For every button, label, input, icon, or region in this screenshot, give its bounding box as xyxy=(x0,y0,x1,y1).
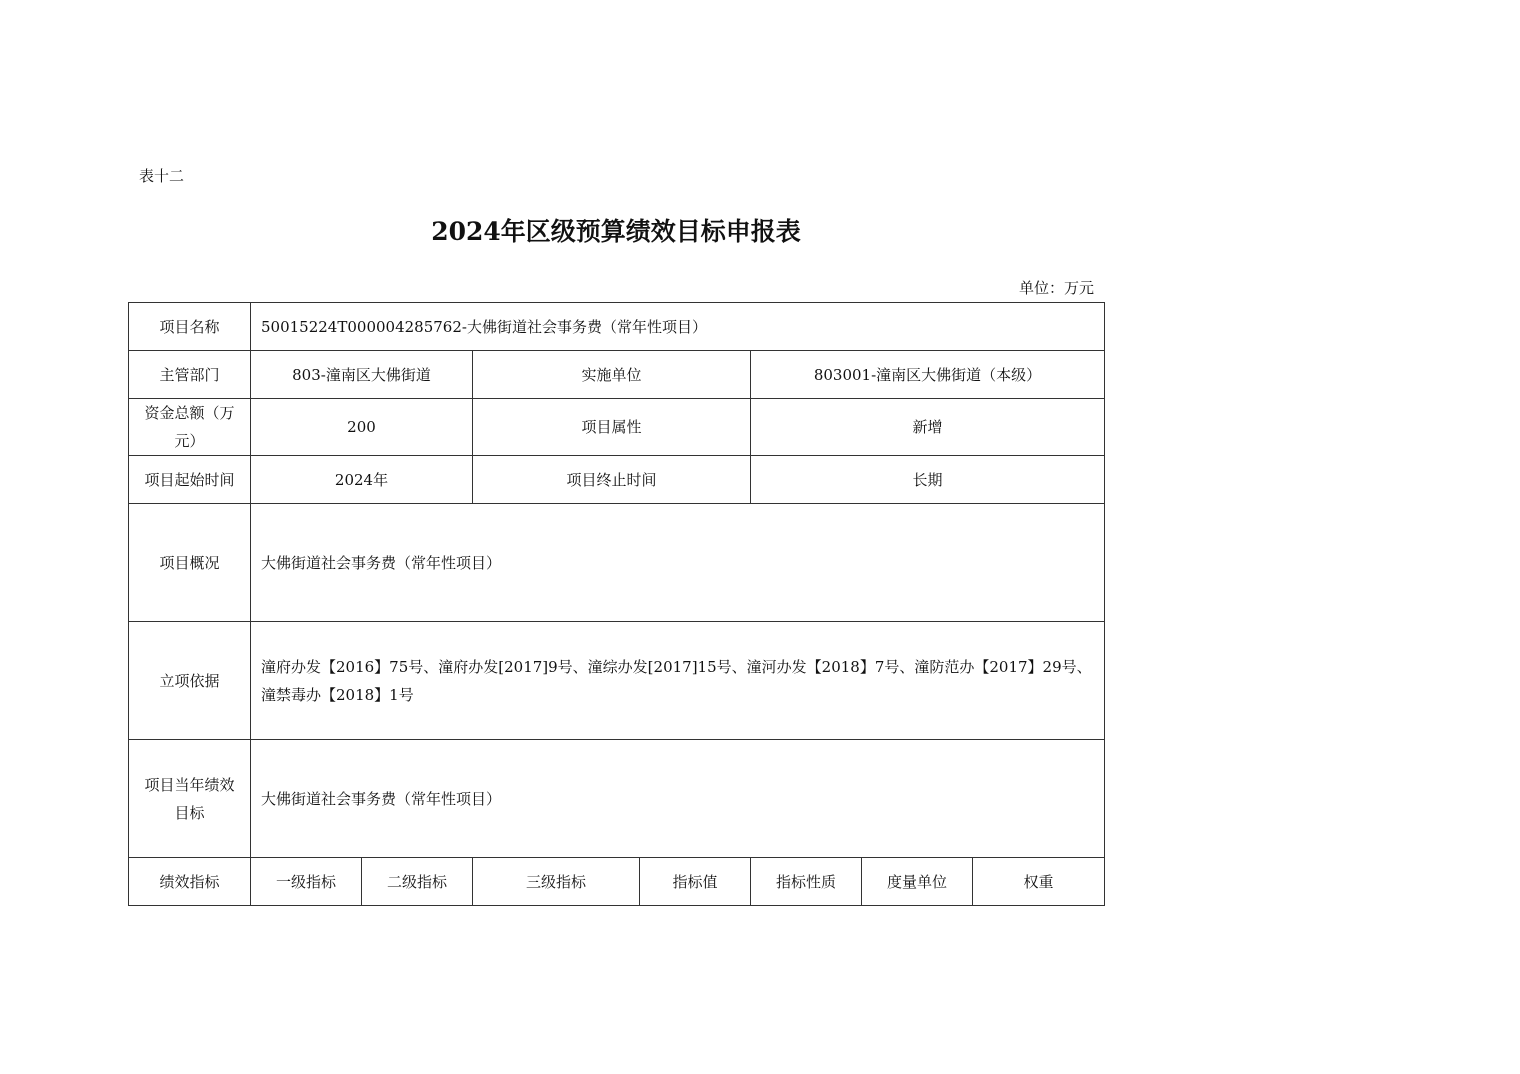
unit-label: 单位：万元 xyxy=(1018,279,1094,297)
indicator-column-header: 度量单位 xyxy=(862,858,973,906)
goal-label: 项目当年绩效目标 xyxy=(129,740,251,858)
start-time-label: 项目起始时间 xyxy=(129,456,251,504)
row-overview xyxy=(129,504,1105,622)
indicator-column-header: 二级指标 xyxy=(362,858,473,906)
start-time-value: 2024年 xyxy=(251,456,473,504)
indicator-column-header: 指标值 xyxy=(640,858,751,906)
overview-value: 大佛街道社会事务费（常年性项目） xyxy=(251,504,1105,622)
implementing-unit-value: 803001-潼南区大佛街道（本级） xyxy=(751,351,1105,399)
overview-label: 项目概况 xyxy=(129,504,251,622)
indicator-column-header: 三级指标 xyxy=(473,858,640,906)
indicator-column-header: 权重 xyxy=(973,858,1105,906)
basis-value: 潼府办发【2016】75号、潼府办发[2017]9号、潼综办发[2017]15号、潼河办发【2018】7号、潼防范办【2017】29号、潼禁毒办【2018】1号 xyxy=(251,622,1105,740)
end-time-value: 长期 xyxy=(751,456,1105,504)
indicators-label: 绩效指标 xyxy=(129,858,251,906)
project-name-label: 项目名称 xyxy=(129,303,251,351)
page-title: 2024年区级预算绩效目标申报表 xyxy=(431,217,801,246)
row-goal xyxy=(129,740,1105,858)
department-value: 803-潼南区大佛街道 xyxy=(251,351,473,399)
end-time-label: 项目终止时间 xyxy=(473,456,751,504)
basis-label: 立项依据 xyxy=(129,622,251,740)
indicator-column-header: 指标性质 xyxy=(751,858,862,906)
row-indicators-header xyxy=(129,858,1105,906)
indicator-column-header: 一级指标 xyxy=(251,858,362,906)
project-name-value: 50015224T000004285762-大佛街道社会事务费（常年性项目） xyxy=(251,303,1105,351)
budget-performance-form-table xyxy=(128,302,1105,906)
project-attribute-label: 项目属性 xyxy=(473,399,751,456)
implementing-unit-label: 实施单位 xyxy=(473,351,751,399)
table-number-label: 表十二 xyxy=(139,167,185,185)
row-basis xyxy=(129,622,1105,740)
total-funds-label: 资金总额（万元） xyxy=(129,399,251,456)
goal-value: 大佛街道社会事务费（常年性项目） xyxy=(251,740,1105,858)
row-project-name xyxy=(129,303,1105,351)
row-period xyxy=(129,456,1105,504)
department-label: 主管部门 xyxy=(129,351,251,399)
row-funds xyxy=(129,399,1105,456)
project-attribute-value: 新增 xyxy=(751,399,1105,456)
row-department xyxy=(129,351,1105,399)
total-funds-value: 200 xyxy=(251,399,473,456)
